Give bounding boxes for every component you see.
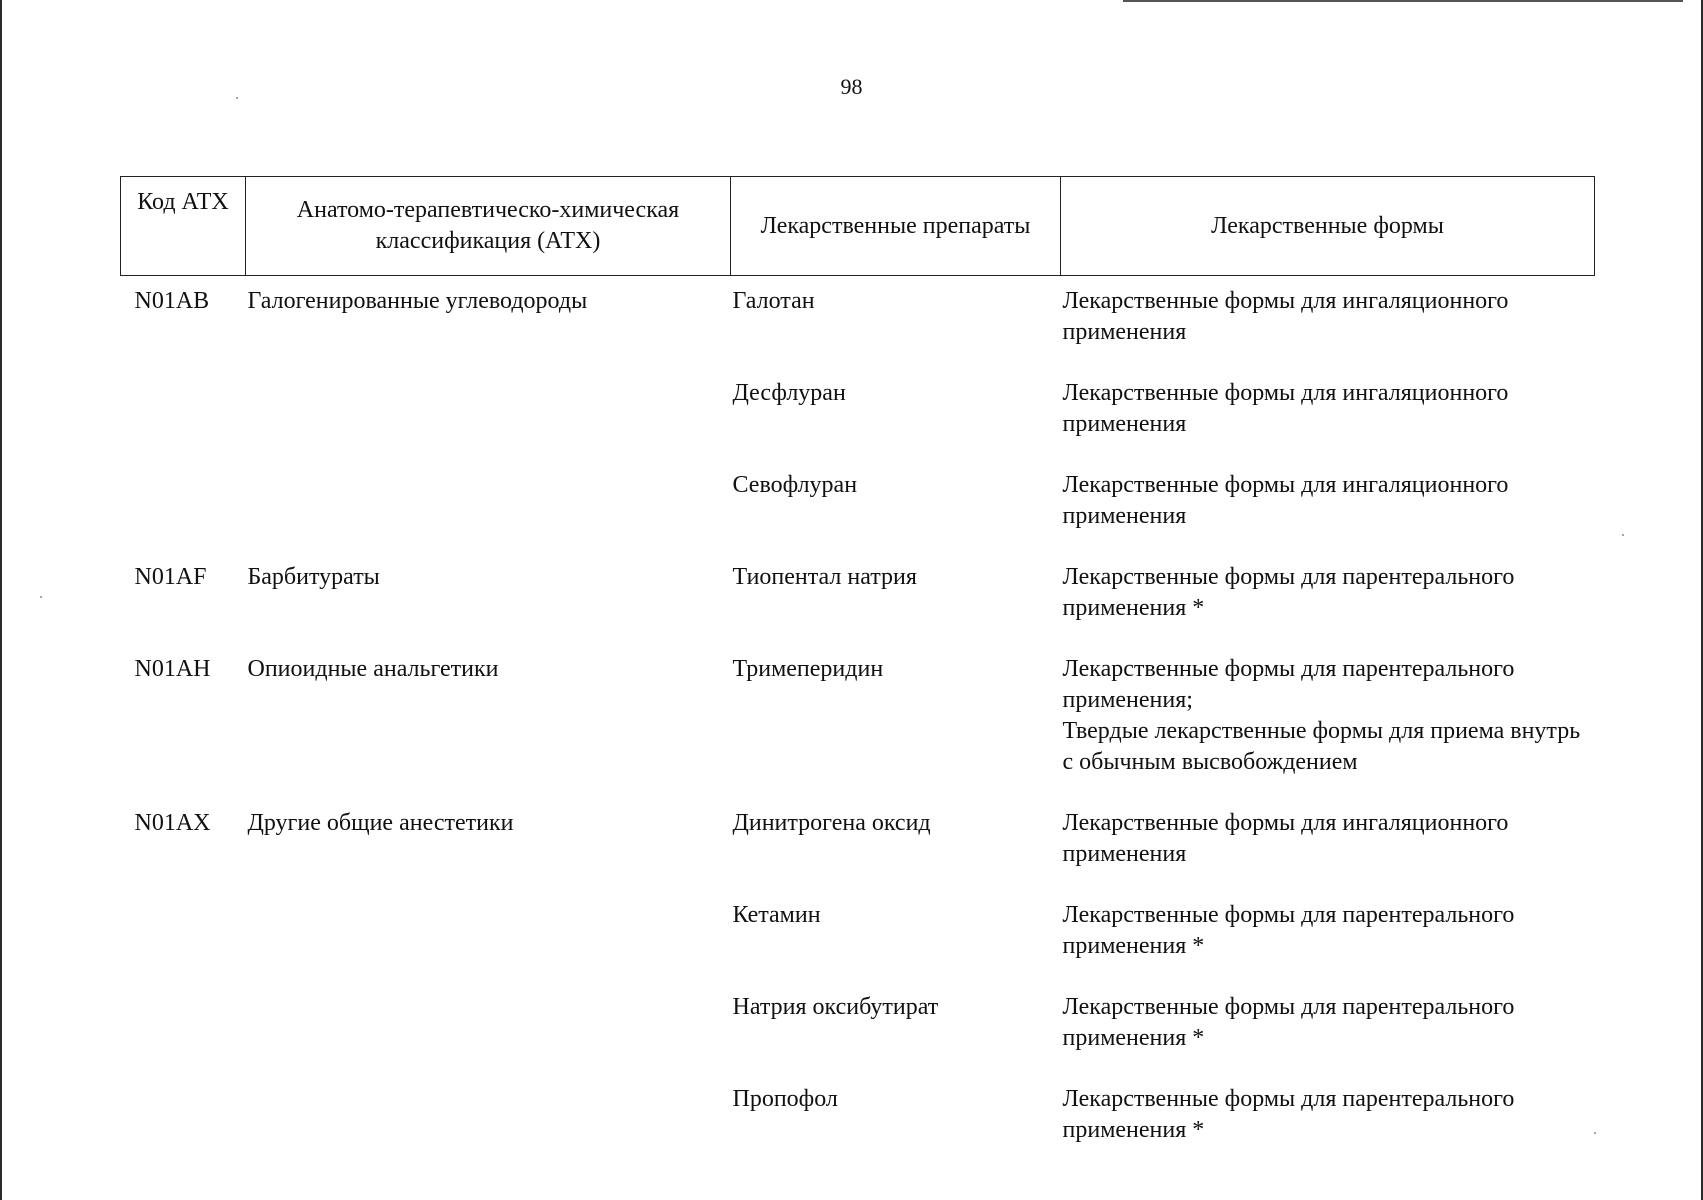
cell-forms xyxy=(1061,890,1595,982)
dosage-form-text: Лекарственные формы для парентерального применения; xyxy=(1062,656,1515,713)
table-row xyxy=(121,890,1595,982)
scan-speck xyxy=(1622,534,1624,536)
cell-forms xyxy=(1061,276,1595,369)
cell-drug: Динитрогена оксид xyxy=(732,810,931,836)
table-row xyxy=(121,276,1595,369)
table-row xyxy=(121,644,1595,798)
cell-code xyxy=(121,890,246,982)
dosage-form-text: Лекарственные формы для парентерального применения * xyxy=(1062,994,1515,1051)
table-row xyxy=(121,460,1595,552)
cell-classification xyxy=(246,368,731,460)
cell-code xyxy=(121,1074,246,1166)
header-drugs: Лекарственные препараты xyxy=(731,177,1061,276)
cell-drug: Галотан xyxy=(732,288,815,314)
page-number: 98 xyxy=(840,74,863,99)
atc-table xyxy=(120,176,1595,1166)
cell-code: N01AB xyxy=(134,288,210,314)
cell-code xyxy=(121,368,246,460)
cell-code: N01AF xyxy=(134,564,207,590)
cell-code xyxy=(121,460,246,552)
cell-code: N01AX xyxy=(134,810,211,836)
cell-forms xyxy=(1061,644,1595,798)
cell-code: N01AH xyxy=(134,656,211,682)
cell-forms xyxy=(1061,1074,1595,1166)
dosage-form-text: Лекарственные формы для парентерального применения * xyxy=(1062,902,1515,959)
header-row xyxy=(121,177,1595,276)
scan-edge-top xyxy=(1123,0,1683,2)
header-classification: Анатомо-терапевтическо-химическая классификация (АТХ) xyxy=(246,177,731,276)
dosage-form-text: Лекарственные формы для парентерального применения * xyxy=(1062,1086,1515,1143)
cell-forms xyxy=(1061,460,1595,552)
dosage-form-text: Лекарственные формы для ингаляционного применения xyxy=(1062,380,1509,437)
cell-forms xyxy=(1061,798,1595,890)
dosage-form-text: Лекарственные формы для ингаляционного применения xyxy=(1062,472,1509,529)
cell-drug: Пропофол xyxy=(732,1086,838,1112)
table-body xyxy=(121,276,1595,1167)
table-row xyxy=(121,798,1595,890)
cell-drug: Кетамин xyxy=(732,902,821,928)
cell-forms xyxy=(1061,552,1595,644)
dosage-form-text: Лекарственные формы для ингаляционного применения xyxy=(1062,810,1509,867)
table-row xyxy=(121,982,1595,1074)
dosage-form-text: Лекарственные формы для парентерального применения * xyxy=(1062,564,1515,621)
cell-classification: Другие общие анестетики xyxy=(247,810,514,836)
cell-classification: Галогенированные углеводороды xyxy=(247,288,588,314)
cell-classification: Опиоидные анальгетики xyxy=(247,656,499,682)
header-forms: Лекарственные формы xyxy=(1061,177,1595,276)
dosage-form-text: Твердые лекарственные формы для приема внутрь с обычным высвобождением xyxy=(1062,718,1581,775)
cell-drug: Тиопентал натрия xyxy=(732,564,917,590)
cell-classification xyxy=(246,460,731,552)
cell-classification xyxy=(246,1074,731,1166)
cell-classification: Барбитураты xyxy=(247,564,380,590)
scan-speck xyxy=(40,596,42,598)
cell-forms xyxy=(1061,368,1595,460)
cell-drug: Тримеперидин xyxy=(732,656,884,682)
cell-classification xyxy=(246,982,731,1074)
table-row xyxy=(121,1074,1595,1166)
header-code: Код АТХ xyxy=(121,177,246,276)
cell-code xyxy=(121,982,246,1074)
cell-forms xyxy=(1061,982,1595,1074)
table-row xyxy=(121,368,1595,460)
cell-drug: Десфлуран xyxy=(732,380,846,406)
cell-drug: Натрия оксибутират xyxy=(732,994,939,1020)
cell-drug: Севофлуран xyxy=(732,472,858,498)
table-header xyxy=(121,177,1595,276)
cell-classification xyxy=(246,890,731,982)
scan-edge-left xyxy=(0,0,2,1200)
table-row xyxy=(121,552,1595,644)
dosage-form-text: Лекарственные формы для ингаляционного применения xyxy=(1062,288,1509,345)
